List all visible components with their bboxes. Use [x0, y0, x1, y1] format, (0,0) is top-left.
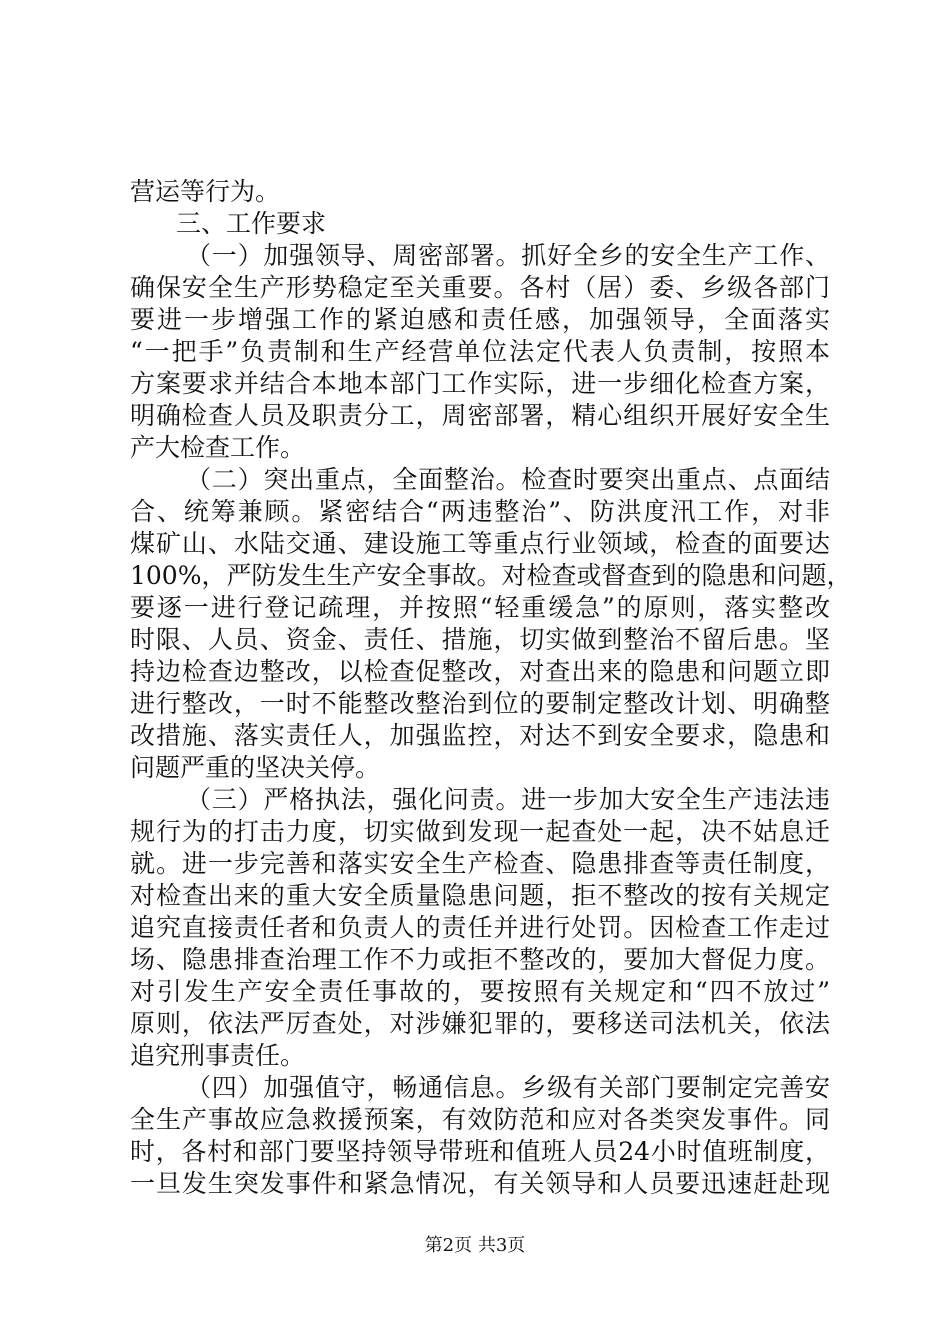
body-line: 营运等行为。 — [130, 177, 281, 206]
section-heading: 三、工作要求 — [176, 209, 327, 238]
body-line: 时限、人员、资金、责任、措施，切实做到整治不留后患。坚 — [130, 625, 830, 654]
paragraph-2-first-line: （二）突出重点，全面整治。检查时要突出重点、点面结 — [186, 465, 830, 494]
body-line: 进行整改，一时不能整改整治到位的要制定整改计划、明确整 — [130, 689, 830, 718]
body-line: 一旦发生突发事件和紧急情况，有关领导和人员要迅速赶赴现 — [130, 1169, 830, 1198]
body-line: 要进一步增强工作的紧迫感和责任感，加强领导，全面落实 — [130, 305, 830, 334]
paragraph-1-first-line: （一）加强领导、周密部署。抓好全乡的安全生产工作、 — [186, 241, 830, 270]
body-line: 方案要求并结合本地本部门工作实际，进一步细化检查方案， — [130, 369, 830, 398]
body-line: 要逐一进行登记疏理，并按照“轻重缓急”的原则，落实整改 — [130, 593, 830, 622]
body-line: 确保安全生产形势稳定至关重要。各村（居）委、乡级各部门 — [130, 273, 830, 302]
body-line: 煤矿山、水陆交通、建设施工等重点行业领域，检查的面要达 — [130, 529, 830, 558]
body-line: 改措施、落实责任人，加强监控，对达不到安全要求，隐患和 — [130, 721, 830, 750]
body-line: 全生产事故应急救援预案，有效防范和应对各类突发事件。同 — [130, 1105, 830, 1134]
body-line: 合、统筹兼顾。紧密结合“两违整治”、防洪度汛工作，对非 — [130, 497, 830, 526]
body-line: 问题严重的坚决关停。 — [130, 753, 381, 782]
body-line: 追究刑事责任。 — [130, 1041, 306, 1070]
body-line: 规行为的打击力度，切实做到发现一起查处一起，决不姑息迁 — [130, 817, 830, 846]
body-line: 时，各村和部门要坚持领导带班和值班人员24小时值班制度， — [130, 1137, 830, 1166]
paragraph-3-first-line: （三）严格执法，强化问责。进一步加大安全生产违法违 — [186, 785, 830, 814]
body-line: 产大检查工作。 — [130, 433, 306, 462]
body-line: 对检查出来的重大安全质量隐患问题，拒不整改的按有关规定 — [130, 881, 830, 910]
body-line: 对引发生产安全责任事故的，要按照有关规定和“四不放过” — [130, 977, 830, 1006]
body-line: 明确检查人员及职责分工，周密部署，精心组织开展好安全生 — [130, 401, 830, 430]
body-line: 原则，依法严厉查处，对涉嫌犯罪的，要移送司法机关，依法 — [130, 1009, 830, 1038]
paragraph-4-first-line: （四）加强值守，畅通信息。乡级有关部门要制定完善安 — [186, 1073, 830, 1102]
body-line: “一把手”负责制和生产经营单位法定代表人负责制，按照本 — [130, 337, 830, 366]
body-line: 100%，严防发生生产安全事故。对检查或督查到的隐患和问题， — [130, 561, 852, 590]
page-number: 第2页 共3页 — [424, 1235, 526, 1256]
body-line: 追究直接责任者和负责人的责任并进行处罚。因检查工作走过 — [130, 913, 830, 942]
body-line: 就。进一步完善和落实安全生产检查、隐患排查等责任制度， — [130, 849, 830, 878]
body-line: 持边检查边整改，以检查促整改，对查出来的隐患和问题立即 — [130, 657, 830, 686]
body-line: 场、隐患排查治理工作不力或拒不整改的，要加大督促力度。 — [130, 945, 830, 974]
